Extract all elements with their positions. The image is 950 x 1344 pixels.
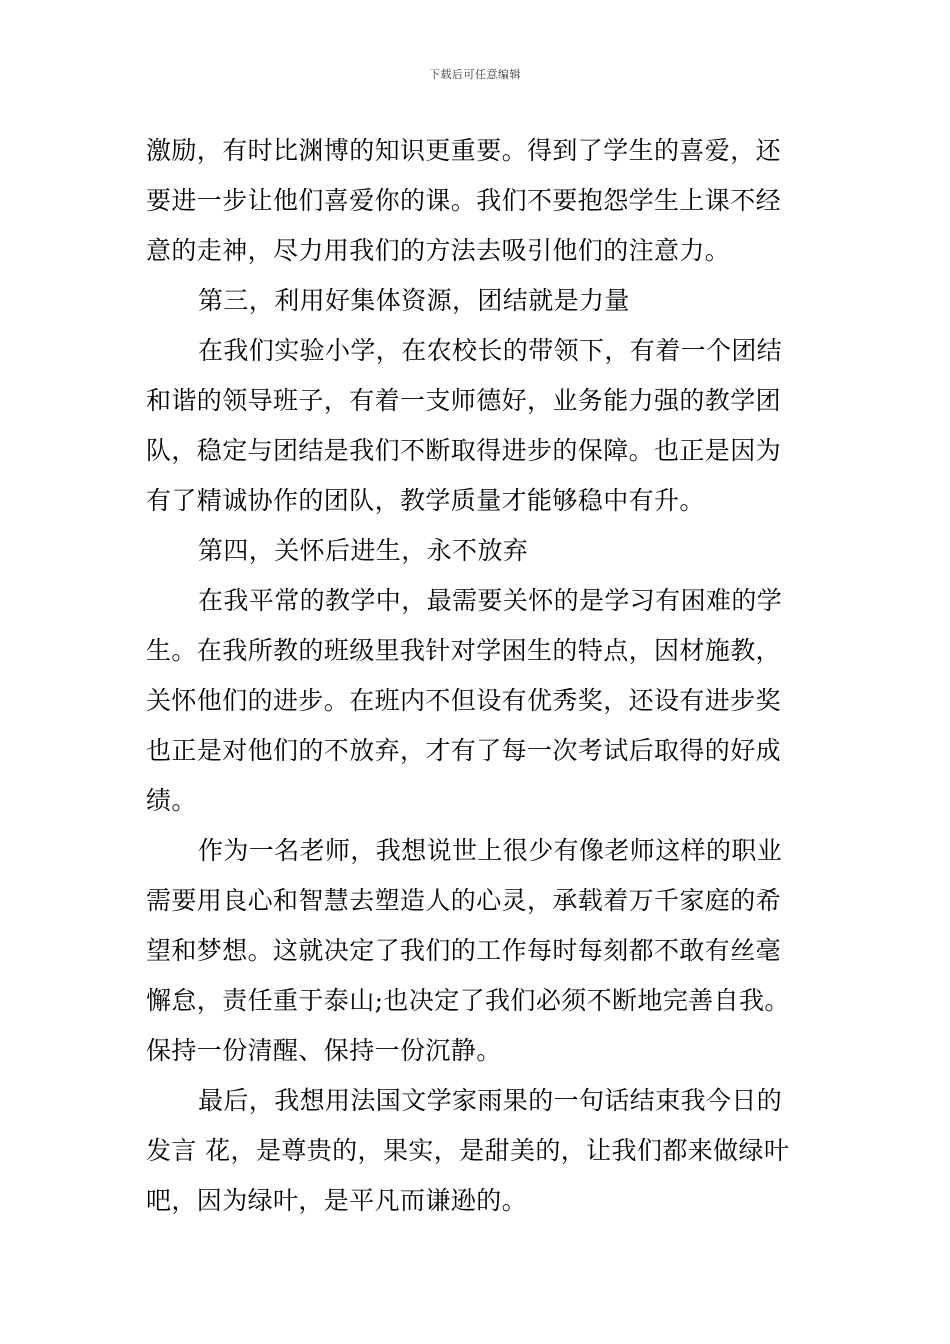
text-line: 生。在我所教的班级里我针对学困生的特点，因材施教，	[146, 636, 782, 665]
text-line: 在我平常的教学中，最需要关怀的是学习有困难的学	[198, 586, 783, 615]
text-line: 吧，因为绿叶，是平凡而谦逊的。	[146, 1186, 528, 1215]
text-line: 和谐的领导班子，有着一支师德好，业务能力强的教学团	[146, 386, 782, 415]
text-line: 意的走神，尽力用我们的方法去吸引他们的注意力。	[146, 236, 731, 265]
page-header: 下载后可任意编辑	[429, 68, 521, 81]
text-line: 队，稳定与团结是我们不断取得进步的保障。也正是因为	[146, 436, 782, 465]
text-line: 有了精诚协作的团队，教学质量才能够稳中有升。	[146, 486, 705, 515]
text-line: 绩。	[146, 786, 197, 815]
text-line: 关怀他们的进步。在班内不但设有优秀奖，还设有进步奖	[146, 686, 782, 715]
text-line: 也正是对他们的不放弃，才有了每一次考试后取得的好成	[146, 736, 782, 765]
text-line: 懈怠，责任重于泰山;也决定了我们必须不断地完善自我。	[146, 986, 790, 1015]
text-line: 激励，有时比渊博的知识更重要。得到了学生的喜爱，还	[146, 136, 782, 165]
text-line: 发言 花，是尊贵的，果实，是甜美的，让我们都来做绿叶	[146, 1136, 790, 1165]
document-body	[146, 126, 806, 1226]
text-line: 要进一步让他们喜爱你的课。我们不要抱怨学生上课不经	[146, 186, 782, 215]
text-line: 需要用良心和智慧去塑造人的心灵，承载着万千家庭的希	[146, 886, 782, 915]
section-heading: 第四，关怀后进生，永不放弃	[198, 536, 529, 565]
section-heading: 第三，利用好集体资源，团结就是力量	[198, 286, 630, 315]
text-line: 在我们实验小学，在农校长的带领下，有着一个团结	[198, 336, 783, 365]
text-line: 作为一名老师，我想说世上很少有像老师这样的职业	[198, 836, 783, 865]
text-line: 保持一份清醒、保持一份沉静。	[146, 1036, 502, 1065]
text-line: 望和梦想。这就决定了我们的工作每时每刻都不敢有丝毫	[146, 936, 782, 965]
text-line: 最后，我想用法国文学家雨果的一句话结束我今日的	[198, 1086, 783, 1115]
